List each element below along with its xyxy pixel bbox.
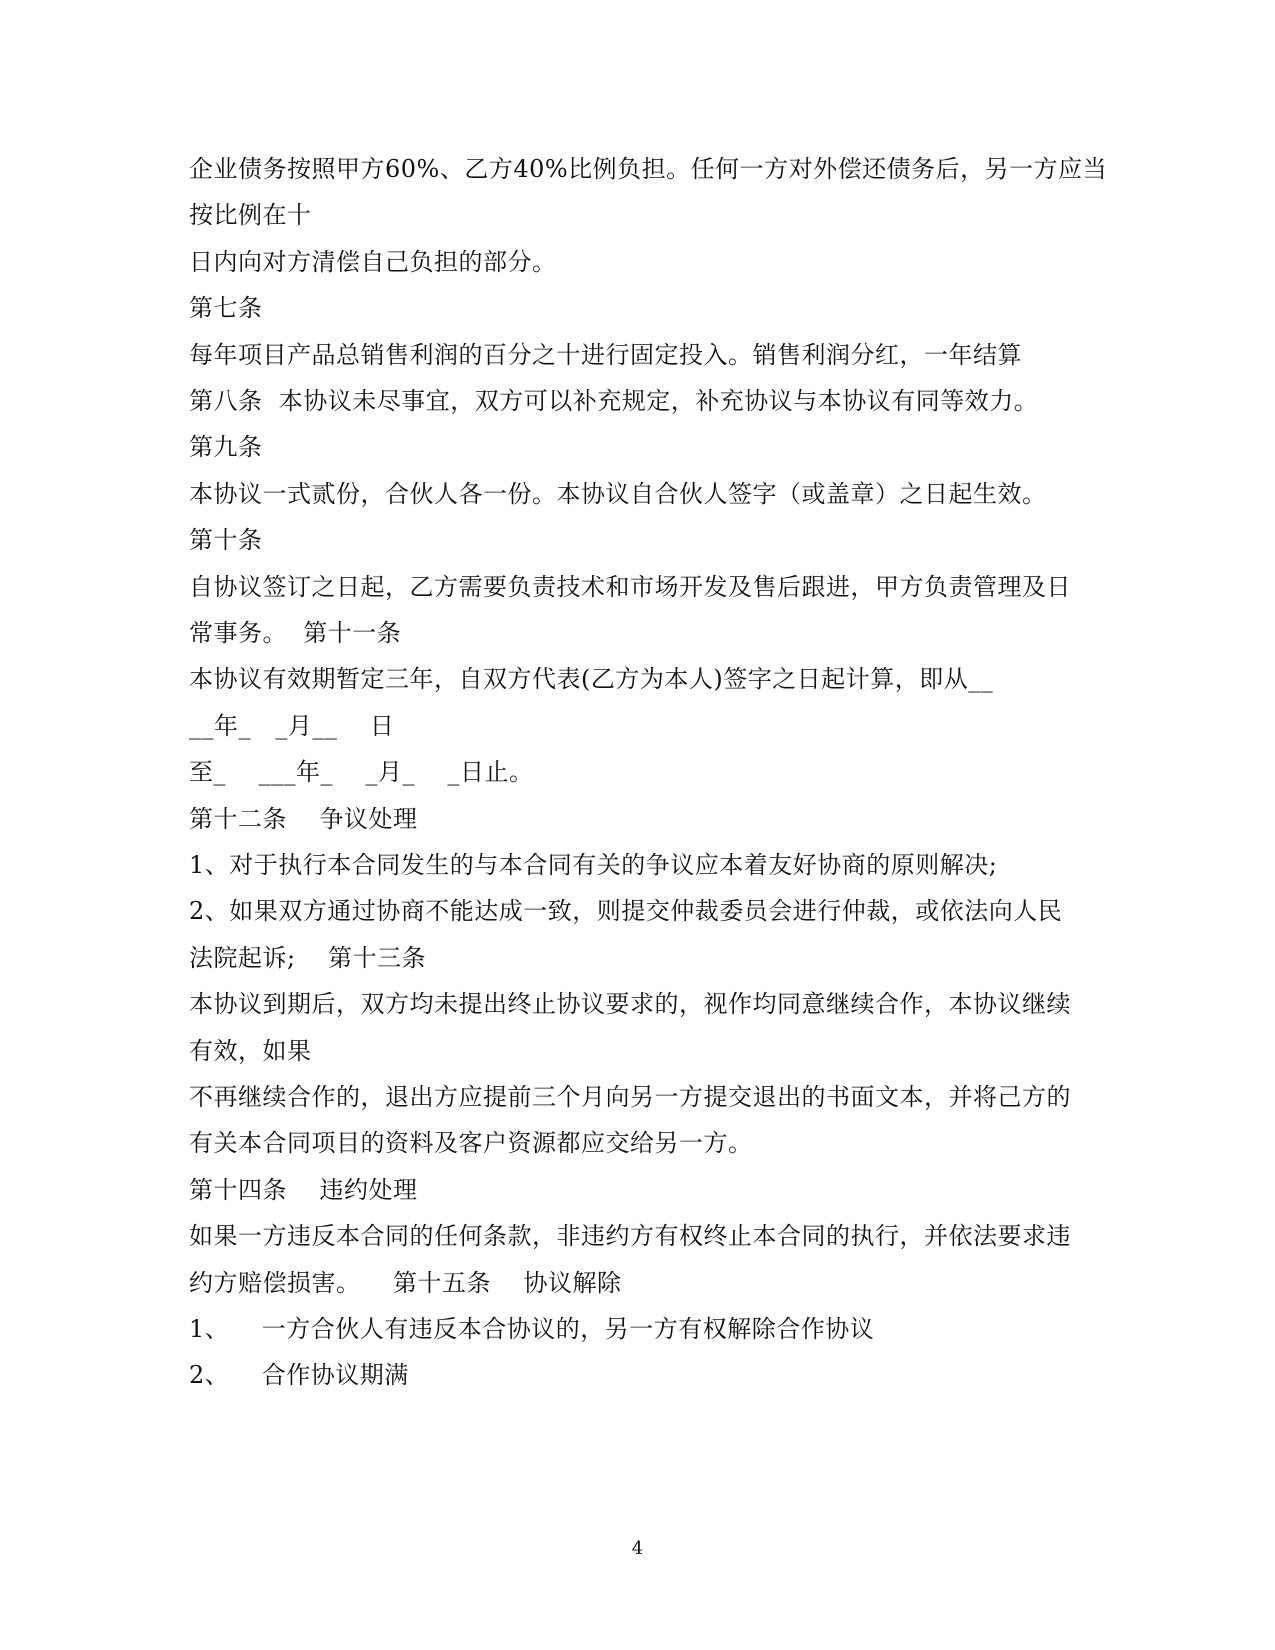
- text-line: 至_ ___年_ _月_ _日止。: [189, 758, 534, 786]
- page-number: 4: [631, 1538, 644, 1559]
- text-line: 1、对于执行本合同发生的与本合同有关的争议应本着友好协商的原则解决;: [189, 851, 998, 879]
- section-heading: 第七条: [189, 294, 263, 322]
- section-heading: 第十二条 争议处理: [189, 805, 418, 833]
- text-line: 有效，如果: [189, 1037, 312, 1065]
- text-line: 本协议一式贰份，合伙人各一份。本协议自合伙人签字（或盖章）之日起生效。: [189, 480, 1047, 508]
- section-heading: 第九条: [189, 433, 263, 461]
- section-heading: 第十条: [189, 526, 263, 554]
- text-line: 本协议到期后，双方均未提出终止协议要求的，视作均同意继续合作，本协议继续: [189, 990, 1071, 1018]
- text-line: 约方赔偿损害。 第十五条 协议解除: [189, 1269, 622, 1297]
- text-line: 如果一方违反本合同的任何条款，非违约方有权终止本合同的执行，并依法要求违: [189, 1222, 1071, 1250]
- text-line: 日内向对方清偿自己负担的部分。: [189, 248, 557, 276]
- text-line: 每年项目产品总销售利润的百分之十进行固定投入。销售利润分红，一年结算: [189, 341, 1022, 369]
- section-heading: 第十四条 违约处理: [189, 1176, 418, 1204]
- text-line: 法院起诉; 第十三条: [189, 944, 427, 972]
- text-line: 第八条 本协议未尽事宜，双方可以补充规定，补充协议与本协议有同等效力。: [189, 387, 1039, 415]
- text-line: 2、如果双方通过协商不能达成一致，则提交仲裁委员会进行仲裁，或依法向人民: [189, 897, 1063, 925]
- text-line: 常事务。 第十一条: [189, 619, 402, 647]
- text-line: 不再继续合作的，退出方应提前三个月向另一方提交退出的书面文本，并将己方的: [189, 1083, 1071, 1111]
- text-line: 本协议有效期暂定三年，自双方代表(乙方为本人)签字之日起计算，即从__: [189, 665, 994, 693]
- text-line: 1、 一方合伙人有违反本合协议的，另一方有权解除合作协议: [189, 1315, 875, 1343]
- text-line: 有关本合同项目的资料及客户资源都应交给另一方。: [189, 1129, 753, 1157]
- text-line: 按比例在十: [189, 201, 312, 229]
- text-line: 企业债务按照甲方60%、乙方40%比例负担。任何一方对外偿还债务后，另一方应当: [189, 155, 1108, 183]
- text-line: __年_ _月__ 日: [189, 712, 395, 740]
- text-line: 自协议签订之日起，乙方需要负责技术和市场开发及售后跟进，甲方负责管理及日: [189, 573, 1071, 601]
- text-line: 2、 合作协议期满: [189, 1361, 409, 1389]
